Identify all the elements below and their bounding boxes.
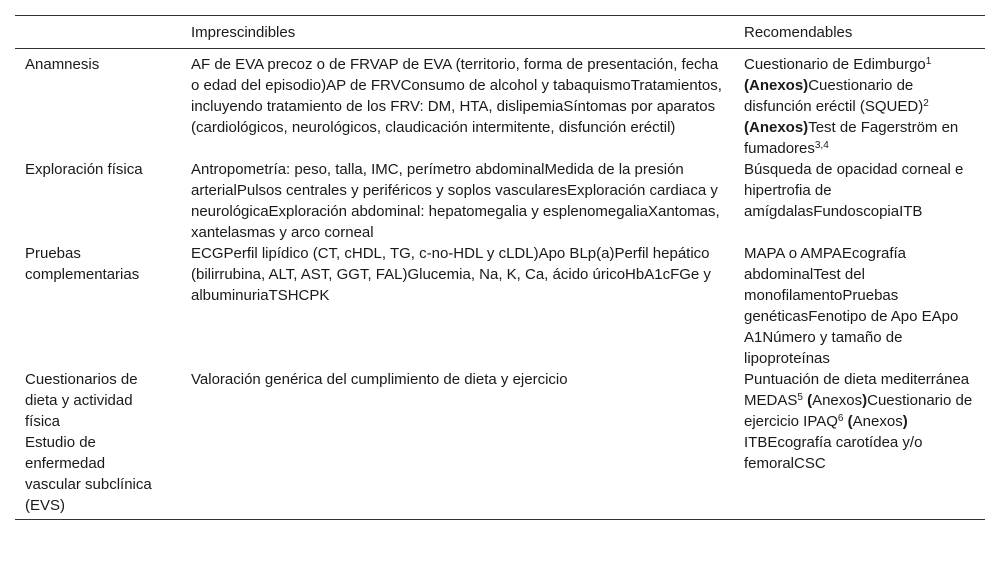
row-recommended: MAPA o AMPAEcografía abdominalTest del monofilamentoPruebas genéticasFenotipo de Apo EApo A1Número y tamaño de lipoproteínas: [744, 245, 959, 367]
row-recommended: Búsqueda de opacidad corneal e hipertrofia de amígdalasFundoscopiaITB: [744, 161, 964, 220]
row-category: Cuestionarios de dieta y actividad física: [25, 371, 138, 430]
table-row: [15, 369, 985, 432]
table-row: [15, 243, 985, 369]
table-row: [15, 159, 985, 243]
row-category: Exploración física: [25, 161, 143, 178]
row-essential: AF de EVA precoz o de FRVAP de EVA (territorio, forma de presentación, fecha o edad del episodio)AP de FRVConsumo de alcohol y tabaquismoTratamientos, incluyendo tratamiento de los FRV: DM, HTA, dislipemiaSíntomas por aparatos (cardiológicos, neurológicos, claudicación intermitente, disfunción eréctil): [191, 56, 722, 136]
row-category: Estudio de enfermedad vascular subclínica (EVS): [25, 434, 152, 514]
header-empty: [15, 16, 181, 49]
table-row: [15, 49, 985, 160]
table-header-row: [15, 16, 985, 49]
row-recommended: Cuestionario de Edimburgo$^1$ (Anexos)Cuestionario de disfunción eréctil (SQUED)$^2$ (Anexos)Test de Fagerström en fumadores$^{3,4}$: [744, 56, 959, 157]
row-recommended: Puntuación de dieta mediterránea MEDAS$^5$ (Anexos)Cuestionario de ejercicio IPAQ$^6$ (Anexos): [744, 371, 973, 430]
row-essential: Antropometría: peso, talla, IMC, perímetro abdominalMedida de la presión arterialPulsos centrales y periféricos y soplos vascularesExploración cardiaca y neurológicaExploración abdominal: hepatomegalia y esplenomegaliaXantomas, xantelasmas y arco corneal: [191, 161, 720, 241]
row-category: Anamnesis: [25, 56, 100, 73]
assessment-table: [15, 15, 985, 520]
row-category: Pruebas complementarias: [25, 245, 140, 283]
row-essential: ECGPerfil lipídico (CT, cHDL, TG, c-no-HDL y cLDL)Apo BLp(a)Perfil hepático (bilirrubina, ALT, AST, GGT, FAL)Glucemia, Na, K, Ca, ácido úricoHbA1cFGe y albuminuriaTSHCPK: [191, 245, 711, 304]
table-row: [15, 432, 985, 520]
header-recommended: Recomendables: [744, 24, 853, 41]
row-essential: Valoración genérica del cumplimiento de dieta y ejercicio: [191, 371, 568, 388]
table-container: [15, 15, 985, 520]
row-recommended: ITBEcografía carotídea y/o femoralCSC: [744, 434, 923, 472]
header-essential: Imprescindibles: [191, 24, 296, 41]
row-essential: [181, 432, 734, 520]
